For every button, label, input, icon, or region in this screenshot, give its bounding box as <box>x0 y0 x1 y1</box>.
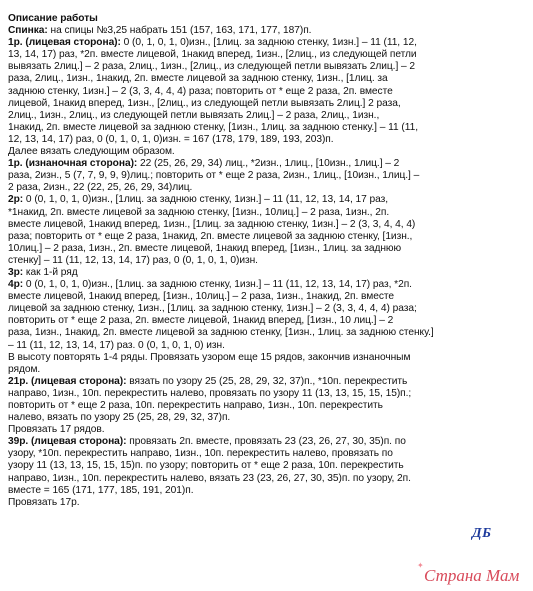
document-line <box>8 61 524 73</box>
line-text: Провязать 17р. <box>8 496 80 508</box>
line-text: лицевой, 1накид вперед, 1изн., [2лиц., из следующей петли вывязать 2лиц.] 2 раза, <box>8 97 401 109</box>
line-text: 0 (0, 1, 0, 1, 0)изн., [1лиц. за заднюю стенку, 1изн.] – 11 (11, 12, 13, 14, 17) раз, *2п. <box>23 279 412 291</box>
pattern-document <box>8 13 524 509</box>
line-text: В высоту повторять 1-4 ряды. Провязать узором еще 15 рядов, закончив изнаночным <box>8 351 411 363</box>
document-line <box>8 315 524 327</box>
document-line <box>8 376 524 388</box>
document-line <box>8 98 524 110</box>
document-line <box>8 110 524 122</box>
line-text: 10лиц.] – 2 раза, 1изн., 2п. вместе лицевой, 1накид вперед, [1изн., 1лиц. за заднюю <box>8 242 402 254</box>
document-line <box>8 86 524 98</box>
document-line <box>8 412 524 424</box>
document-line <box>8 25 524 37</box>
line-text: 1накид, 2п. вместе лицевой за заднюю стенку, [1изн., 1лиц. за заднюю стенку.] – 11 (11, <box>8 121 418 133</box>
line-text: повторить от * еще 2 раза, 10п. перекрестить направо, 1изн., 10п. перекрестить <box>8 400 383 411</box>
line-text: 2 раза, 2изн., 22 (22, 25, 26, 29, 34)лиц. <box>8 182 193 194</box>
document-line <box>8 49 524 61</box>
document-line <box>8 219 524 231</box>
line-text: направо, 1изн., 10п. перекрестить налево, вязать 23 (23, 26, 27, 30, 35)п. по узору, 2п. <box>8 472 411 484</box>
document-line <box>8 267 524 279</box>
line-text: направо, 1изн., 10п. перекрестить налево, провязать по узору 11 (13, 13, 15, 15, 15)п.; <box>8 387 412 399</box>
line-text: повторить от * еще 2 раза, 2п. вместе лицевой, 1накид вперед, [1изн., 10 лиц.] – 2 <box>8 315 394 327</box>
line-text: раза, 2изн., 5 (7, 7, 9, 9, 9)лиц.; повторить от * еще 2 раза, 2изн., 1лиц., [10изн., 1лиц.] – <box>8 170 420 182</box>
sparkle-icon: ✦ <box>417 561 424 570</box>
line-text: раза, 2лиц., 1изн., 1накид, 2п. вместе лицевой за заднюю стенку, 1изн., [1лиц. за <box>8 73 388 85</box>
line-text: вместе лицевой, 1накид вперед, [1изн., 10лиц.] – 2 раза, 1изн., 1накид, 2п. вместе <box>8 291 394 303</box>
document-line <box>8 448 524 460</box>
row-label: 2р: <box>8 194 24 206</box>
document-line <box>8 207 524 219</box>
document-line <box>8 364 524 376</box>
line-text: как 1-й ряд <box>23 266 78 278</box>
document-line <box>8 327 524 339</box>
site-watermark <box>417 561 520 586</box>
line-text: 0 (0, 1, 0, 1, 0)изн., [1лиц. за заднюю стенку, 1изн.] – 11 (11, 12, <box>120 37 417 49</box>
document-line <box>8 497 524 509</box>
line-text: вместе лицевой, 1накид вперед, 1изн., [1лиц. за заднюю стенку, 1изн.] – 2 (3, 3, 4, 4, 4) <box>8 218 416 230</box>
document-line <box>8 352 524 364</box>
row-label: 1р. (лицевая сторона): <box>8 37 121 49</box>
row-label: 4р: <box>8 279 24 291</box>
document-line <box>8 424 524 436</box>
document-body <box>8 25 524 509</box>
line-text: вывязать 2лиц.] – 2 раза, 2лиц., 1изн., [2лиц., из следующей петли вывязать 2лиц.] – 2 <box>8 61 416 73</box>
watermark-text: Страна Мам <box>424 566 520 585</box>
line-text: на спицы №3,25 набрать 151 (157, 163, 171, 177, 187)п. <box>47 25 312 37</box>
line-text: *1накид, 2п. вместе лицевой за заднюю стенку, [1изн., 10лиц.] – 2 раза, 1изн., 2п. <box>8 206 390 218</box>
document-line <box>8 134 524 146</box>
document-line <box>8 400 524 412</box>
author-signature: ДБ <box>472 526 492 541</box>
document-line <box>8 37 524 49</box>
row-label: 1р. (изнаночная сторона): <box>8 158 138 170</box>
line-text: 2лиц., 1изн., 2лиц., из следующей петли вывязать 2лиц.] – 2 раза, 2лиц., 1изн., <box>8 109 380 121</box>
line-text: вместе = 165 (171, 177, 185, 191, 201)п. <box>8 484 194 496</box>
document-line <box>8 170 524 182</box>
document-line <box>8 73 524 85</box>
document-line <box>8 460 524 472</box>
line-text: узору, *10п. перекрестить направо, 1изн., 10п. перекрестить налево, провязать по <box>8 448 393 460</box>
document-line <box>8 436 524 448</box>
line-text: провязать 2п. вместе, провязать 23 (23, 26, 27, 30, 35)п. по <box>126 436 406 448</box>
row-label: 21р. (лицевая сторона): <box>8 375 127 387</box>
line-text: лицевой за заднюю стенку, 1изн., [1лиц. за заднюю стенку, 1изн.] – 2 (3, 3, 4, 4, 4) раза; <box>8 303 417 315</box>
line-text: 22 (25, 26, 29, 34) лиц., *2изн., 1лиц., [10изн., 1лиц.] – 2 <box>137 158 400 170</box>
line-text: Провязать 17 рядов. <box>8 424 105 436</box>
row-label: 39р. (лицевая сторона): <box>8 436 127 448</box>
document-line <box>8 194 524 206</box>
line-text: 0 (0, 1, 0, 1, 0)изн., [1лиц. за заднюю стенку, 1изн.] – 11 (11, 12, 13, 14, 17 раз, <box>23 194 389 206</box>
document-line <box>8 146 524 158</box>
document-line <box>8 485 524 497</box>
document-line <box>8 182 524 194</box>
row-label: 3р: <box>8 266 24 278</box>
document-line <box>8 388 524 400</box>
document-line <box>8 122 524 134</box>
line-text: вязать по узору 25 (25, 28, 29, 32, 37)п., *10п. перекрестить <box>126 375 408 387</box>
document-line <box>8 255 524 267</box>
line-text: 12, 13, 14, 17) раз, 0 (0, 1, 0, 1, 0)изн. = 167 (178, 179, 189, 193, 203)п. <box>8 133 334 145</box>
line-text: заднюю стенку, 1изн.] – 2 (3, 3, 4, 4, 4) раза; повторить от * еще 2 раза, 2п. вместе <box>8 85 393 97</box>
document-line <box>8 158 524 170</box>
document-line <box>8 473 524 485</box>
line-text: рядом. <box>8 363 41 375</box>
document-title: Описание работы <box>8 13 98 24</box>
document-line <box>8 340 524 352</box>
line-text: узору 11 (13, 13, 15, 15, 15)п. по узору; повторить от * еще 2 раза, 10п. перекрестить <box>8 460 404 472</box>
row-label: Спинка: <box>8 25 48 37</box>
document-line <box>8 303 524 315</box>
line-text: налево, вязать по узору 25 (25, 28, 29, 32, 37)п. <box>8 412 231 424</box>
line-text: раза; повторить от * еще 2 раза, 1накид, 2п. вместе лицевой за заднюю стенку, [1изн., <box>8 230 413 242</box>
line-text: Далее вязать следующим образом. <box>8 146 175 158</box>
line-text: – 11 (11, 12, 13, 14, 17) раз. 0 (0, 1, 0, 1, 0) изн. <box>8 339 225 351</box>
line-text: 13, 14, 17) раз, *2п. вместе лицевой, 1накид вперед, 1изн., [2лиц., из следующей петли <box>8 49 417 61</box>
document-line <box>8 279 524 291</box>
document-line <box>8 291 524 303</box>
line-text: раза, 1изн., 1накид, 2п. вместе лицевой за заднюю стенку, [1изн., 1лиц. за заднюю стенку.] <box>8 327 434 339</box>
line-text: стенку] – 11 (11, 12, 13, 14, 17) раз, 0 (0, 1, 0, 1, 0)изн. <box>8 254 258 266</box>
document-line <box>8 231 524 243</box>
document-line <box>8 243 524 255</box>
